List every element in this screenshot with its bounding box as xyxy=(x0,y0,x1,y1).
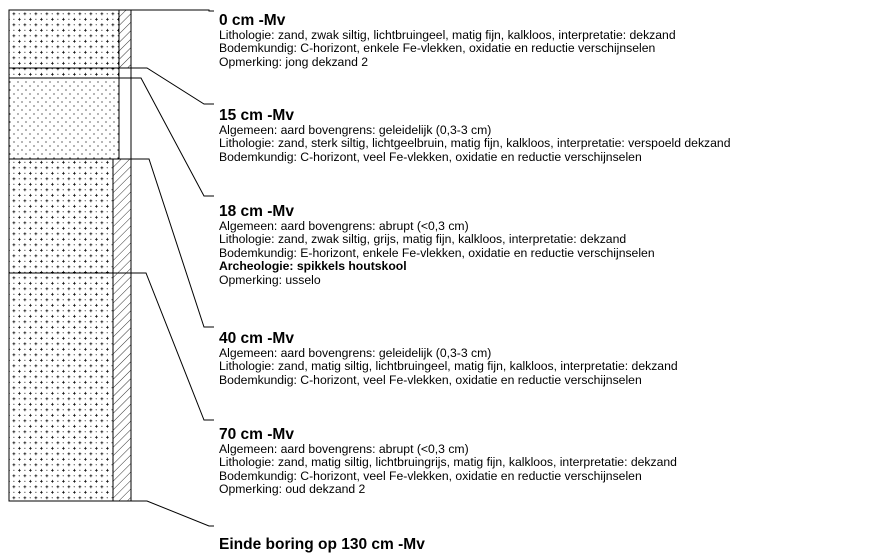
leader-line-70cm xyxy=(131,273,214,420)
leader-line-18cm xyxy=(131,78,214,196)
hatch-column-white xyxy=(119,68,131,159)
description-line: Lithologie: zand, matig siltig, lichtbruingrijs, matig fijn, kalkloos, interpretatie: dekzand xyxy=(219,455,677,470)
lithology-fill-layer-2 xyxy=(9,68,119,78)
end-of-boring-label: Einde boring op 130 cm -Mv xyxy=(219,536,425,553)
description-line: Bodemkundig: C-horizont, veel Fe-vlekken, oxidatie en reductie verschijnselen xyxy=(219,149,642,164)
depth-label: 18 cm -Mv xyxy=(219,203,294,220)
hatch-column-lower xyxy=(113,159,131,501)
layer-description-4 xyxy=(219,426,894,497)
description-line: Bodemkundig: E-horizont, enkele Fe-vlekken, oxidatie en reductie verschijnselen xyxy=(219,245,655,260)
description-line: Algemeen: aard bovengrens: abrupt (<0,3 cm) xyxy=(219,219,469,233)
depth-label: 40 cm -Mv xyxy=(219,330,294,347)
description-line: Opmerking: jong dekzand 2 xyxy=(219,54,369,69)
description-line: Bodemkundig: C-horizont, enkele Fe-vlekken, oxidatie en reductie verschijnselen xyxy=(219,41,656,56)
description-line: Lithologie: zand, matig siltig, lichtbruingeel, matig fijn, kalkloos, interpretatie: dekzand xyxy=(219,359,678,374)
layer-description-3 xyxy=(219,330,894,387)
description-line: Lithologie: zand, sterk siltig, lichtgeelbruin, matig fijn, kalkloos, interpretatie: verspoeld dekzand xyxy=(219,136,731,151)
depth-label: 0 cm -Mv xyxy=(219,12,286,29)
layer-description-2 xyxy=(219,203,894,287)
description-line: Algemeen: aard bovengrens: geleidelijk (0,3-3 cm) xyxy=(219,123,492,137)
description-line: Opmerking: oud dekzand 2 xyxy=(219,482,366,497)
description-line: Bodemkundig: C-horizont, veel Fe-vlekken, oxidatie en reductie verschijnselen xyxy=(219,372,642,387)
description-line: Opmerking: usselo xyxy=(219,272,321,287)
layer-description-0 xyxy=(219,12,894,69)
leader-line-end xyxy=(131,501,214,526)
leader-line-0cm xyxy=(131,10,214,11)
description-line: Algemeen: aard bovengrens: abrupt (<0,3 cm) xyxy=(219,442,469,456)
description-line: Algemeen: aard bovengrens: geleidelijk (0,3-3 cm) xyxy=(219,346,492,360)
layer-description-1 xyxy=(219,107,894,164)
lithology-fill-layer-5 xyxy=(9,273,119,501)
archeology-line: Archeologie: spikkels houtskool xyxy=(219,259,407,274)
description-line: Bodemkundig: C-horizont, veel Fe-vlekken, oxidatie en reductie verschijnselen xyxy=(219,468,642,483)
depth-label: 15 cm -Mv xyxy=(219,107,294,124)
leader-line-40cm xyxy=(131,159,214,327)
leader-line-15cm xyxy=(131,68,214,104)
lithology-fill-layer-3 xyxy=(9,78,119,159)
lithology-fill-layer-4 xyxy=(9,159,119,273)
hatch-column-upper xyxy=(119,10,131,68)
description-line: Lithologie: zand, zwak siltig, grijs, matig fijn, kalkloos, interpretatie: dekzand xyxy=(219,232,627,247)
lithology-fill-layer-1 xyxy=(9,10,119,68)
depth-label: 70 cm -Mv xyxy=(219,426,294,443)
description-line: Lithologie: zand, zwak siltig, lichtbruingeel, matig fijn, kalkloos, interpretatie: dekzand xyxy=(219,28,676,42)
